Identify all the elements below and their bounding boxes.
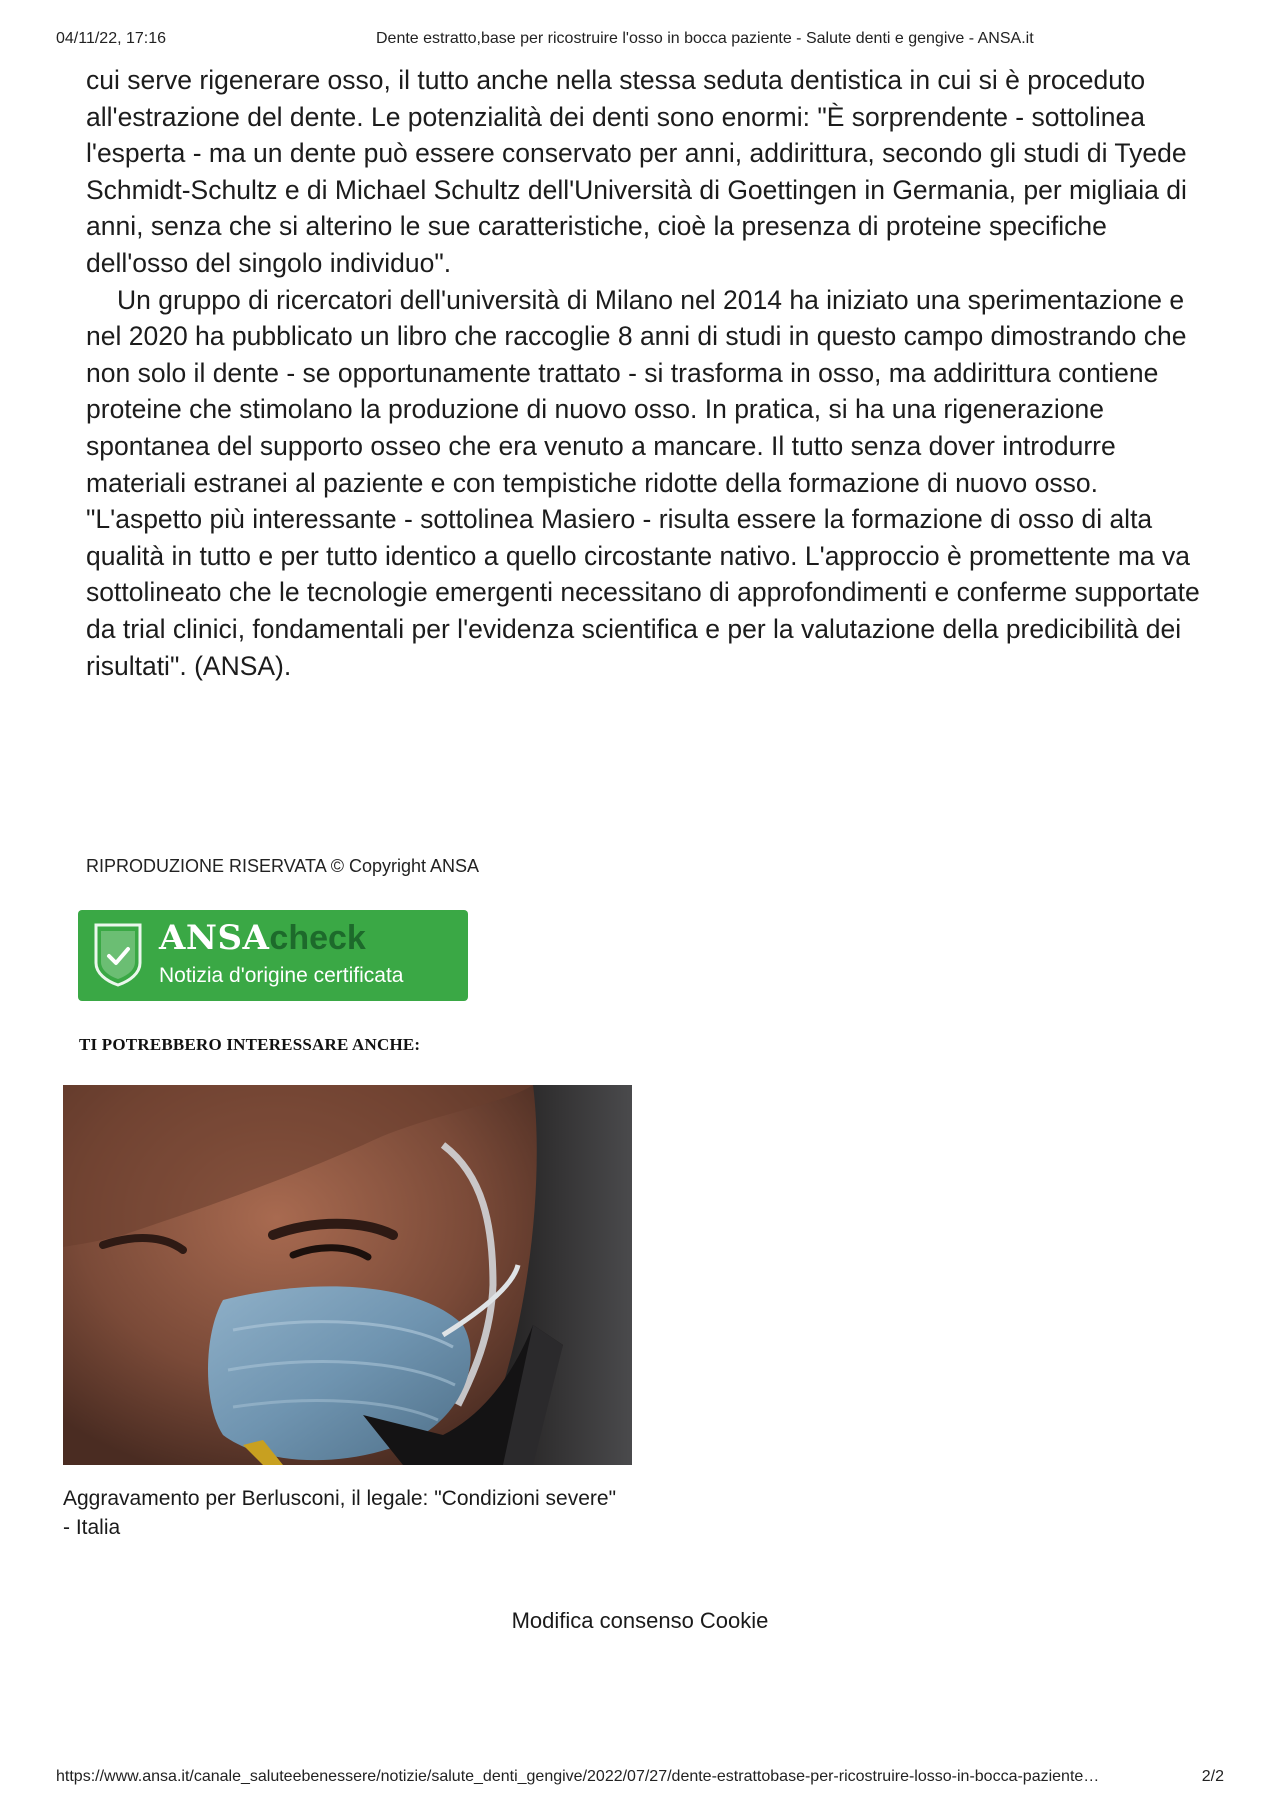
article-paragraph: Un gruppo di ricercatori dell'università di Milano nel 2014 ha iniziato una sperimentazione e nel 2020 ha pubblicato un libro che raccoglie 8 anni di studi in questo campo dimostrando che non solo il dente - se opportunamente trattato - si trasforma in osso, ma addirittura contiene proteine che stimolano la produzione di nuovo osso. In pratica, si ha una rigenerazione spontanea del supporto osseo che era venuto a mancare. Il tutto senza dover introdurre materiali estranei al paziente e con tempistiche ridotte della formazione di nuovo osso. "L'aspetto più interessante - sottolinea Masiero - risulta essere la formazione di osso di alta qualità in tutto e per tutto identico a quello circostante nativo. L'approccio è promettente ma va sottolineato che le tecnologie emergenti necessitano di approfondimenti e conferme supportate da trial clinici, fondamentali per l'evidenza scientifica e per la valutazione della predicibilità dei risultati". (ANSA). (86, 284, 1200, 681)
shield-check-icon (92, 923, 144, 987)
print-page-number: 2/2 (1201, 1768, 1224, 1785)
man-with-mask-photo (63, 1085, 632, 1465)
ansa-check-logo (159, 918, 366, 958)
cookie-consent-link[interactable]: Modifica consenso Cookie (511, 1608, 769, 1633)
related-article-image[interactable] (63, 1085, 632, 1465)
print-header (56, 30, 1224, 50)
print-page-title: Dente estratto,base per ricostruire l'osso in bocca paziente - Salute denti e gengive - ANSA.it (376, 30, 1034, 47)
ansa-check-badge[interactable] (78, 910, 468, 1001)
article-body (86, 62, 1216, 684)
print-datetime: 04/11/22, 17:16 (56, 30, 167, 47)
related-article-caption[interactable]: Aggravamento per Berlusconi, il legale: "Condizioni severe" - Italia (63, 1487, 617, 1539)
ansa-check-tagline: Notizia d'origine certificata (159, 964, 404, 987)
ansa-brand: ANSA (159, 918, 270, 958)
copyright-notice: RIPRODUZIONE RISERVATA © Copyright ANSA (86, 856, 480, 876)
print-url: https://www.ansa.it/canale_saluteebenessere/notizie/salute_denti_gengive/2022/07/27/dente-estrattobase-per-ricostruire-losso-in-bocca-paziente… (56, 1768, 1100, 1785)
print-footer (56, 1768, 1224, 1788)
article-paragraph: cui serve rigenerare osso, il tutto anche nella stessa seduta dentistica in cui si è proceduto all'estrazione del dente. Le potenzialità dei denti sono enormi: "È sorprendente - sottolinea l'esperta - ma un dente può essere conservato per anni, addirittura, secondo gli studi di Tyede Schmidt-Schultz e di Michael Schultz dell'Università di Goettingen in Germania, per migliaia di anni, senza che si alterino le sue caratteristiche, cioè la presenza di proteine specifiche dell'osso del singolo individuo". (86, 65, 1187, 278)
related-heading: TI POTREBBERO INTERESSARE ANCHE: (79, 1035, 421, 1054)
check-brand: check (269, 919, 366, 957)
